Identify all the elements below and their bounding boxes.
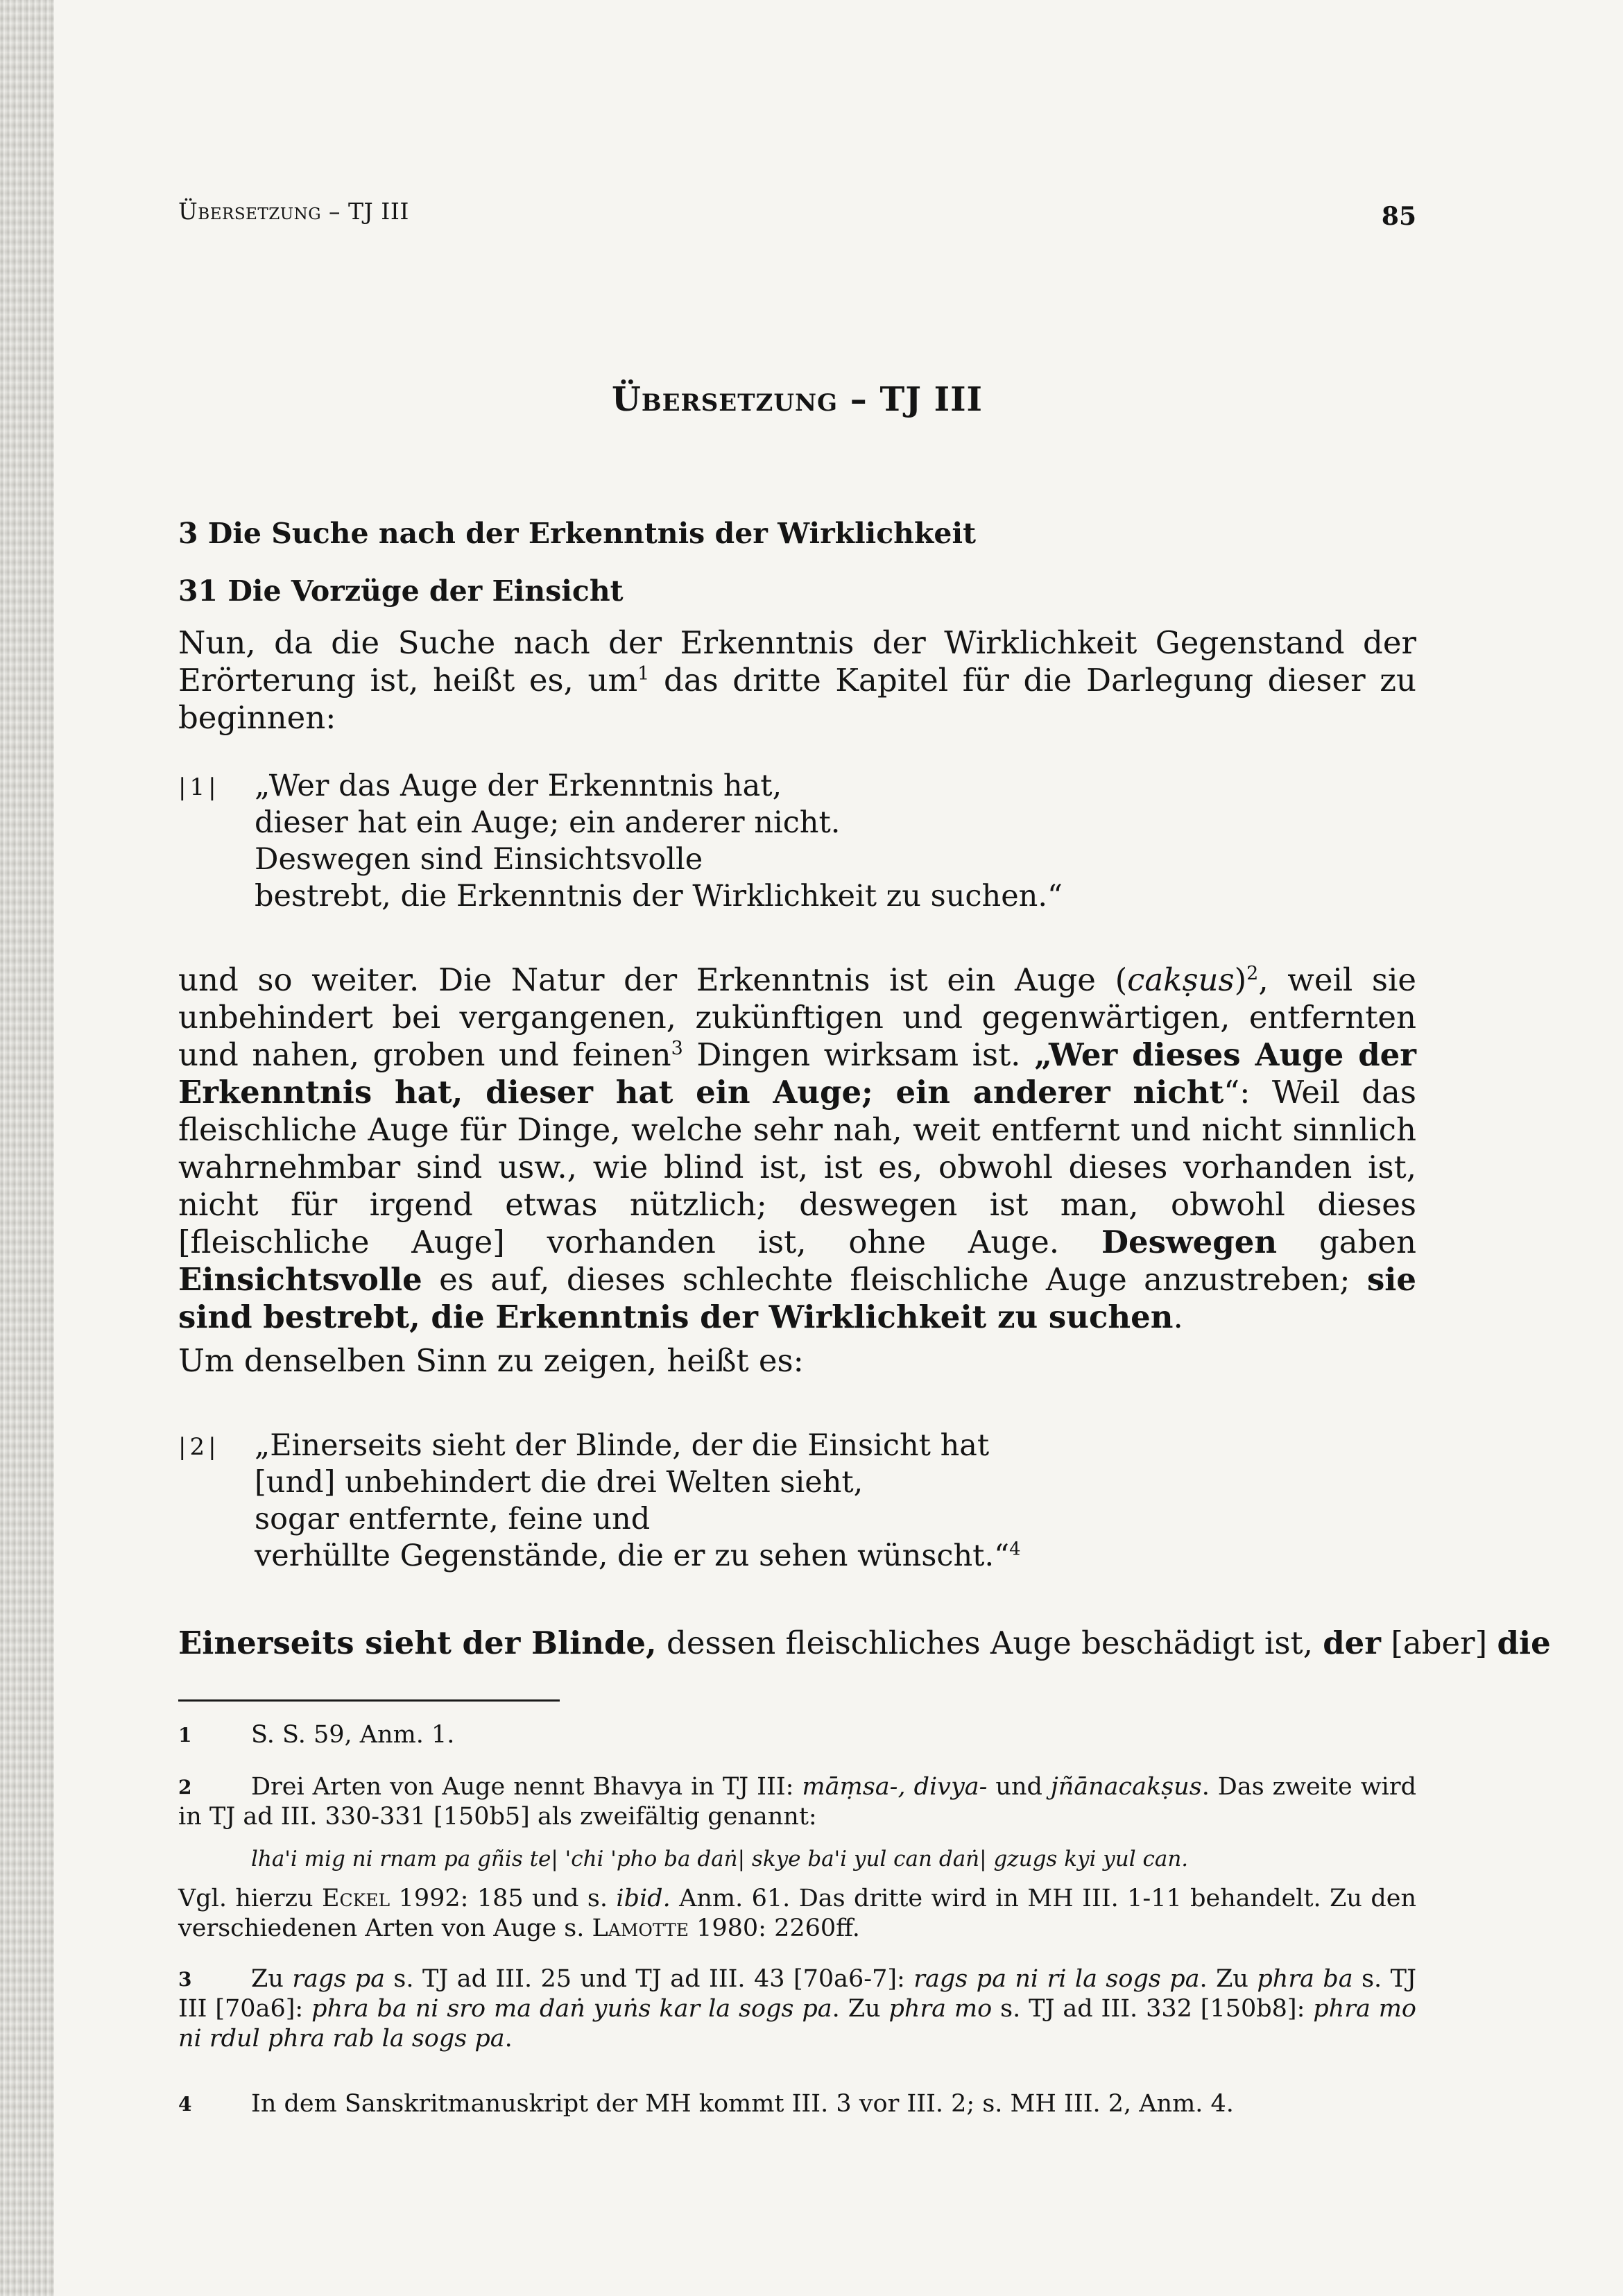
footnote-text: Anm. 61. Das dritte wird in MH III. 1-11 behandelt. Zu den verschiedenen Arten von Auge s. [178, 1885, 1416, 1942]
verse-citation: die [1497, 1625, 1551, 1661]
italic-term: ibid. [616, 1885, 671, 1912]
verse-citation: sie sind bestrebt, die Erkenntnis der Wirklichkeit zu suchen [178, 1261, 1416, 1335]
footnote-4 [178, 2089, 1416, 2119]
footnote-text: S. S. 59, Anm. 1. [251, 1721, 455, 1749]
verse-line: Deswegen sind Einsichtsvolle [255, 842, 703, 877]
footnote-ref-4: 4 [1009, 1539, 1021, 1560]
footnote-text: . Das zweite wird in TJ ad III. 330-331 [150b5] als zweifältig genannt: [178, 1773, 1416, 1831]
intro-text: Nun, da die Suche nach der Erkenntnis der Wirklichkeit Gegenstand der Erörterung ist, heißt es, um [178, 624, 1416, 699]
commentary-text: es auf, dieses schlechte fleischliche Auge anzustreben; [422, 1261, 1367, 1298]
footnote-number: 1 [178, 1724, 192, 1747]
verse-line: „Einerseits sieht der Blinde, der die Einsicht hat [255, 1428, 990, 1463]
verse-line: „Wer das Auge der Erkenntnis hat, [255, 769, 782, 803]
footnote-number: 2 [178, 1776, 192, 1799]
section-heading-31: 31 Die Vorzüge der Einsicht [178, 574, 624, 608]
verse-citation: Einsichtsvolle [178, 1261, 422, 1298]
verse-1-lines [255, 768, 1063, 915]
footnote-separator [178, 1699, 560, 1702]
footnote-text: Drei Arten von Auge nennt Bhavya in TJ III: [251, 1773, 802, 1801]
page-number: 85 [1381, 202, 1416, 231]
verse-line: [und] unbehindert die drei Welten sieht, [255, 1465, 864, 1500]
commentary-text: , weil sie unbehindert bei vergangenen, zukünftigen und gegenwärtigen, entfernten und nahen, groben und feinen [178, 961, 1416, 1073]
verse-citation: Einerseits sieht der Blinde, [178, 1625, 657, 1661]
commentary-text: Dingen wirksam ist. [682, 1036, 1035, 1073]
section-heading-3: 3 Die Suche nach der Erkenntnis der Wirklichkeit [178, 517, 977, 550]
verse-line: bestrebt, die Erkenntnis der Wirklichkeit zu suchen.“ [255, 879, 1063, 914]
commentary-paragraph-1 [178, 961, 1416, 1336]
verse-line-text: verhüllte Gegenstände, die er zu sehen wünscht.“ [255, 1539, 1010, 1573]
footnote-ref-3: 3 [671, 1038, 683, 1059]
footnote-2 [178, 1772, 1416, 1944]
footnote-text: s. TJ ad III. 332 [150b8]: [992, 1995, 1314, 2023]
footnote-text: Vgl. hierzu [178, 1885, 322, 1912]
footnote-text: 1980: 2260ff. [688, 1914, 860, 1942]
verse-citation: der [1323, 1625, 1382, 1661]
verse-citation: „Wer dieses Auge der Erkenntnis hat, dieser hat ein Auge; ein anderer nicht [178, 1036, 1416, 1111]
footnote-text: s. TJ III [70a6]: [178, 1965, 1416, 2023]
commentary-text: “: Weil das fleischliche Auge für Dinge, welche sehr nah, weit entfernt und nicht sinnlich wahrnehmbar sind usw., wie blind ist, ist es, obwohl dieses vorhanden ist, nicht für irgend etwas nützlich; deswegen ist man, obwohl dieses [fleischliche Auge] vorhanden ist, ohne Auge. [178, 1074, 1416, 1260]
intro-paragraph [178, 624, 1416, 737]
commentary-text: und so weiter. Die Natur der Erkenntnis ist ein Auge ( [178, 961, 1128, 998]
verse-line: dieser hat ein Auge; ein anderer nicht. [255, 805, 841, 840]
tibetan-term: rags pa ni ri la sogs pa [913, 1965, 1200, 1993]
commentary-text: dessen fleischliches Auge beschädigt ist, [656, 1625, 1323, 1661]
footnote-text: . [504, 2025, 513, 2053]
verse-line [255, 1538, 1021, 1575]
footnote-text: 1992: 185 und s. [390, 1885, 617, 1912]
commentary-text: [aber] [1381, 1625, 1497, 1661]
verse-line: sogar entfernte, feine und [255, 1502, 651, 1536]
verse-2-lines [255, 1428, 1021, 1575]
commentary-text: gaben [1277, 1224, 1416, 1260]
footnote-text: Zu [251, 1965, 293, 1993]
footnote-3 [178, 1964, 1416, 2054]
footnote-text: und [987, 1773, 1051, 1801]
chapter-title: Übersetzung – TJ III [611, 380, 984, 419]
footnote-ref-2: 2 [1246, 963, 1259, 984]
sanskrit-term: jñānacakṣus [1050, 1773, 1202, 1801]
footnote-ref-1: 1 [637, 663, 650, 685]
tibetan-term: phra ba [1257, 1965, 1353, 1993]
intro-text-end: das dritte Kapitel für die Darlegung dieser zu beginnen: [178, 662, 1416, 736]
tibetan-term: phra ba ni sro ma daṅ yuṅs kar la sogs pa [311, 1995, 832, 2023]
tibetan-quote: lha'i mig ni rnam pa gñis te| 'chi 'pho ba daṅ| skye ba'i yul can daṅ| gzugs kyi yul can. [251, 1847, 1189, 1871]
footnote-text: s. TJ ad III. 25 und TJ ad III. 43 [70a6-7]: [385, 1965, 914, 1993]
book-binding-edge [0, 0, 54, 2296]
author-name: Eckel [321, 1885, 390, 1912]
footnote-1 [178, 1720, 1416, 1750]
commentary-paragraph-2 [178, 1625, 1551, 1662]
footnote-number: 4 [178, 2093, 192, 2116]
running-head-title: Übersetzung – TJ III [178, 198, 409, 225]
transition-text: Um denselben Sinn zu zeigen, heißt es: [178, 1342, 804, 1379]
sanskrit-term: māṃsa-, divya- [802, 1773, 988, 1801]
footnote-text: . Zu [832, 1995, 889, 2023]
sanskrit-term: cakṣus [1127, 961, 1235, 998]
author-name: Lamotte [592, 1914, 689, 1942]
footnote-text: In dem Sanskritmanuskript der MH kommt III. 3 vor III. 2; s. MH III. 2, Anm. 4. [251, 2090, 1234, 2118]
commentary-text: . [1173, 1299, 1183, 1335]
running-head [178, 198, 1416, 232]
tibetan-term: rags pa [292, 1965, 385, 1993]
tibetan-term: phra mo [888, 1995, 993, 2023]
tibetan-term: phra mo ni rdul phra rab la sogs pa [178, 1995, 1416, 2053]
footnote-text: . Zu [1199, 1965, 1257, 1993]
commentary-text: ) [1234, 961, 1247, 998]
verse-number-2: |2| [178, 1433, 220, 1461]
verse-citation: Deswegen [1101, 1224, 1278, 1260]
footnote-number: 3 [178, 1968, 192, 1991]
verse-number-1: |1| [178, 773, 220, 801]
